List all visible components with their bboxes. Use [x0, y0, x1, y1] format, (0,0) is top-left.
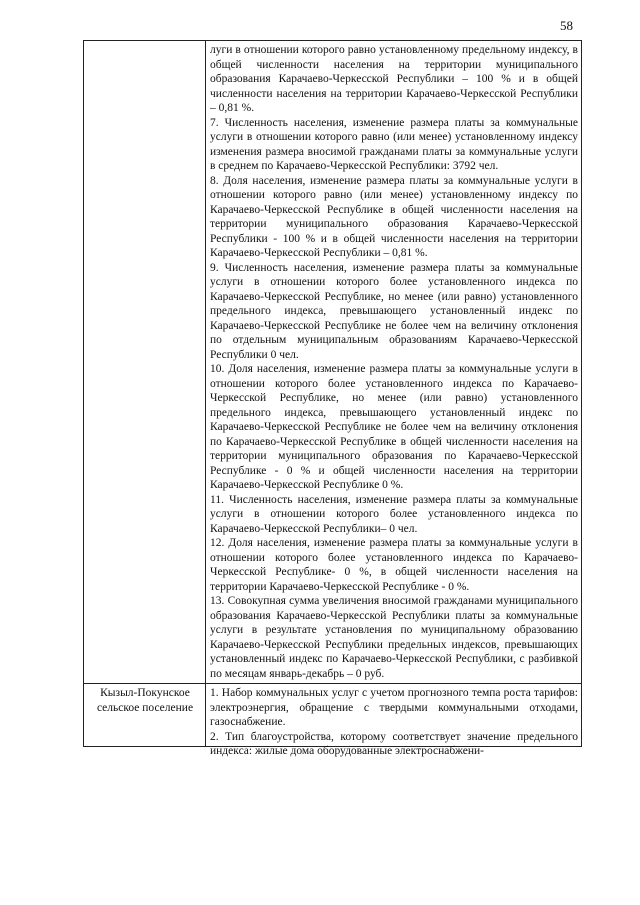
table-row [84, 41, 582, 684]
indicators-cell [206, 41, 582, 684]
paragraph: 11. Численность населения, изменение размера платы за коммунальные услуги в отношении которого более установленного индекса по Карачаево-Черкесской Республики– 0 чел. [210, 493, 578, 535]
paragraph: 12. Доля населения, изменение размера платы за коммунальные услуги в отношении которого более установленного индекса по Карачаево-Черкесской Республике- 0 %, в общей численности населения на территории Карачаево-Черкесской Республике - 0 %. [210, 537, 578, 593]
paragraph: 13. Совокупная сумма увеличения вносимой гражданами муниципального образования Карачаево-Черкесской Республики платы за коммунальные услуги в результате установления по муниципальному образованию Карачаево-Черкесской Республики предельных индексов, превышающих установленный индекс по Карачаево-Черкесской Республики, с разбивкой по месяцам январь-декабрь – 0 руб. [210, 595, 578, 680]
table-row [84, 684, 582, 747]
municipality-cell: Кызыл-Покунское сельское поселение [84, 684, 206, 747]
paragraph: 9. Численность населения, изменение размера платы за коммунальные услуги в отношении которого более установленного индекса по Карачаево-Черкесской Республике, но менее (или равно) установленного предельного индекса, превышающего установленный индекс по Карачаево-Черкесской Республике не более чем на величину отклонения по отдельным муниципальным образованиям Карачаево-Черкесской Республики 0 чел. [210, 261, 578, 361]
municipality-cell [84, 41, 206, 684]
paragraph: 8. Доля населения, изменение размера платы за коммунальные услуги в отношении которого равно (или менее) установленному индексу по Карачаево-Черкесской Республике в общей численности населения на территории муниципального образования Карачаево-Черкесской Республики - 100 % и в общей численности населения на территории Карачаево-Черкесской Республики – 0,81 %. [210, 174, 578, 259]
paragraph: 1. Набор коммунальных услуг с учетом прогнозного темпа роста тарифов: электроэнергия, обращение с твердыми коммунальными отходами, газоснабжение. [210, 687, 578, 728]
paragraph: 7. Численность населения, изменение размера платы за коммунальные услуги в отношении которого равно (или менее) установленному индексу изменения размера вносимой гражданами платы за коммунальные услуги в среднем по Карачаево-Черкесской Республики: 3792 чел. [210, 116, 578, 172]
paragraph: 10. Доля населения, изменение размера платы за коммунальные услуги в отношении которого более установленного индекса по Карачаево-Черкесской Республике, но менее (или равно) установленного предельного индекса, превышающего установленный индекс по Карачаево-Черкесской Республике не более чем на величину отклонения по Карачаево-Черкесской Республике в общей численности населения на территории муниципального образования по Карачаево-Черкесской Республике - 0 % и общей численности населения на территории Карачаево-Черкесской Республике 0 %. [210, 363, 578, 491]
paragraph: 2. Тип благоустройства, которому соответствует значение предельного индекса: жилые дома оборудованные электроснабжени- [210, 730, 578, 757]
page-number: 58 [560, 18, 573, 33]
document-table [83, 40, 582, 757]
paragraph: луги в отношении которого равно установленному предельному индексу, в общей численности населения на территории муниципального образования Карачаево-Черкесской Республики – 100 % и в общей численности населения на территории Карачаево-Черкесской Республики – 0,81 %. [210, 44, 578, 114]
cell-content [210, 686, 578, 757]
indicators-cell [206, 684, 582, 757]
